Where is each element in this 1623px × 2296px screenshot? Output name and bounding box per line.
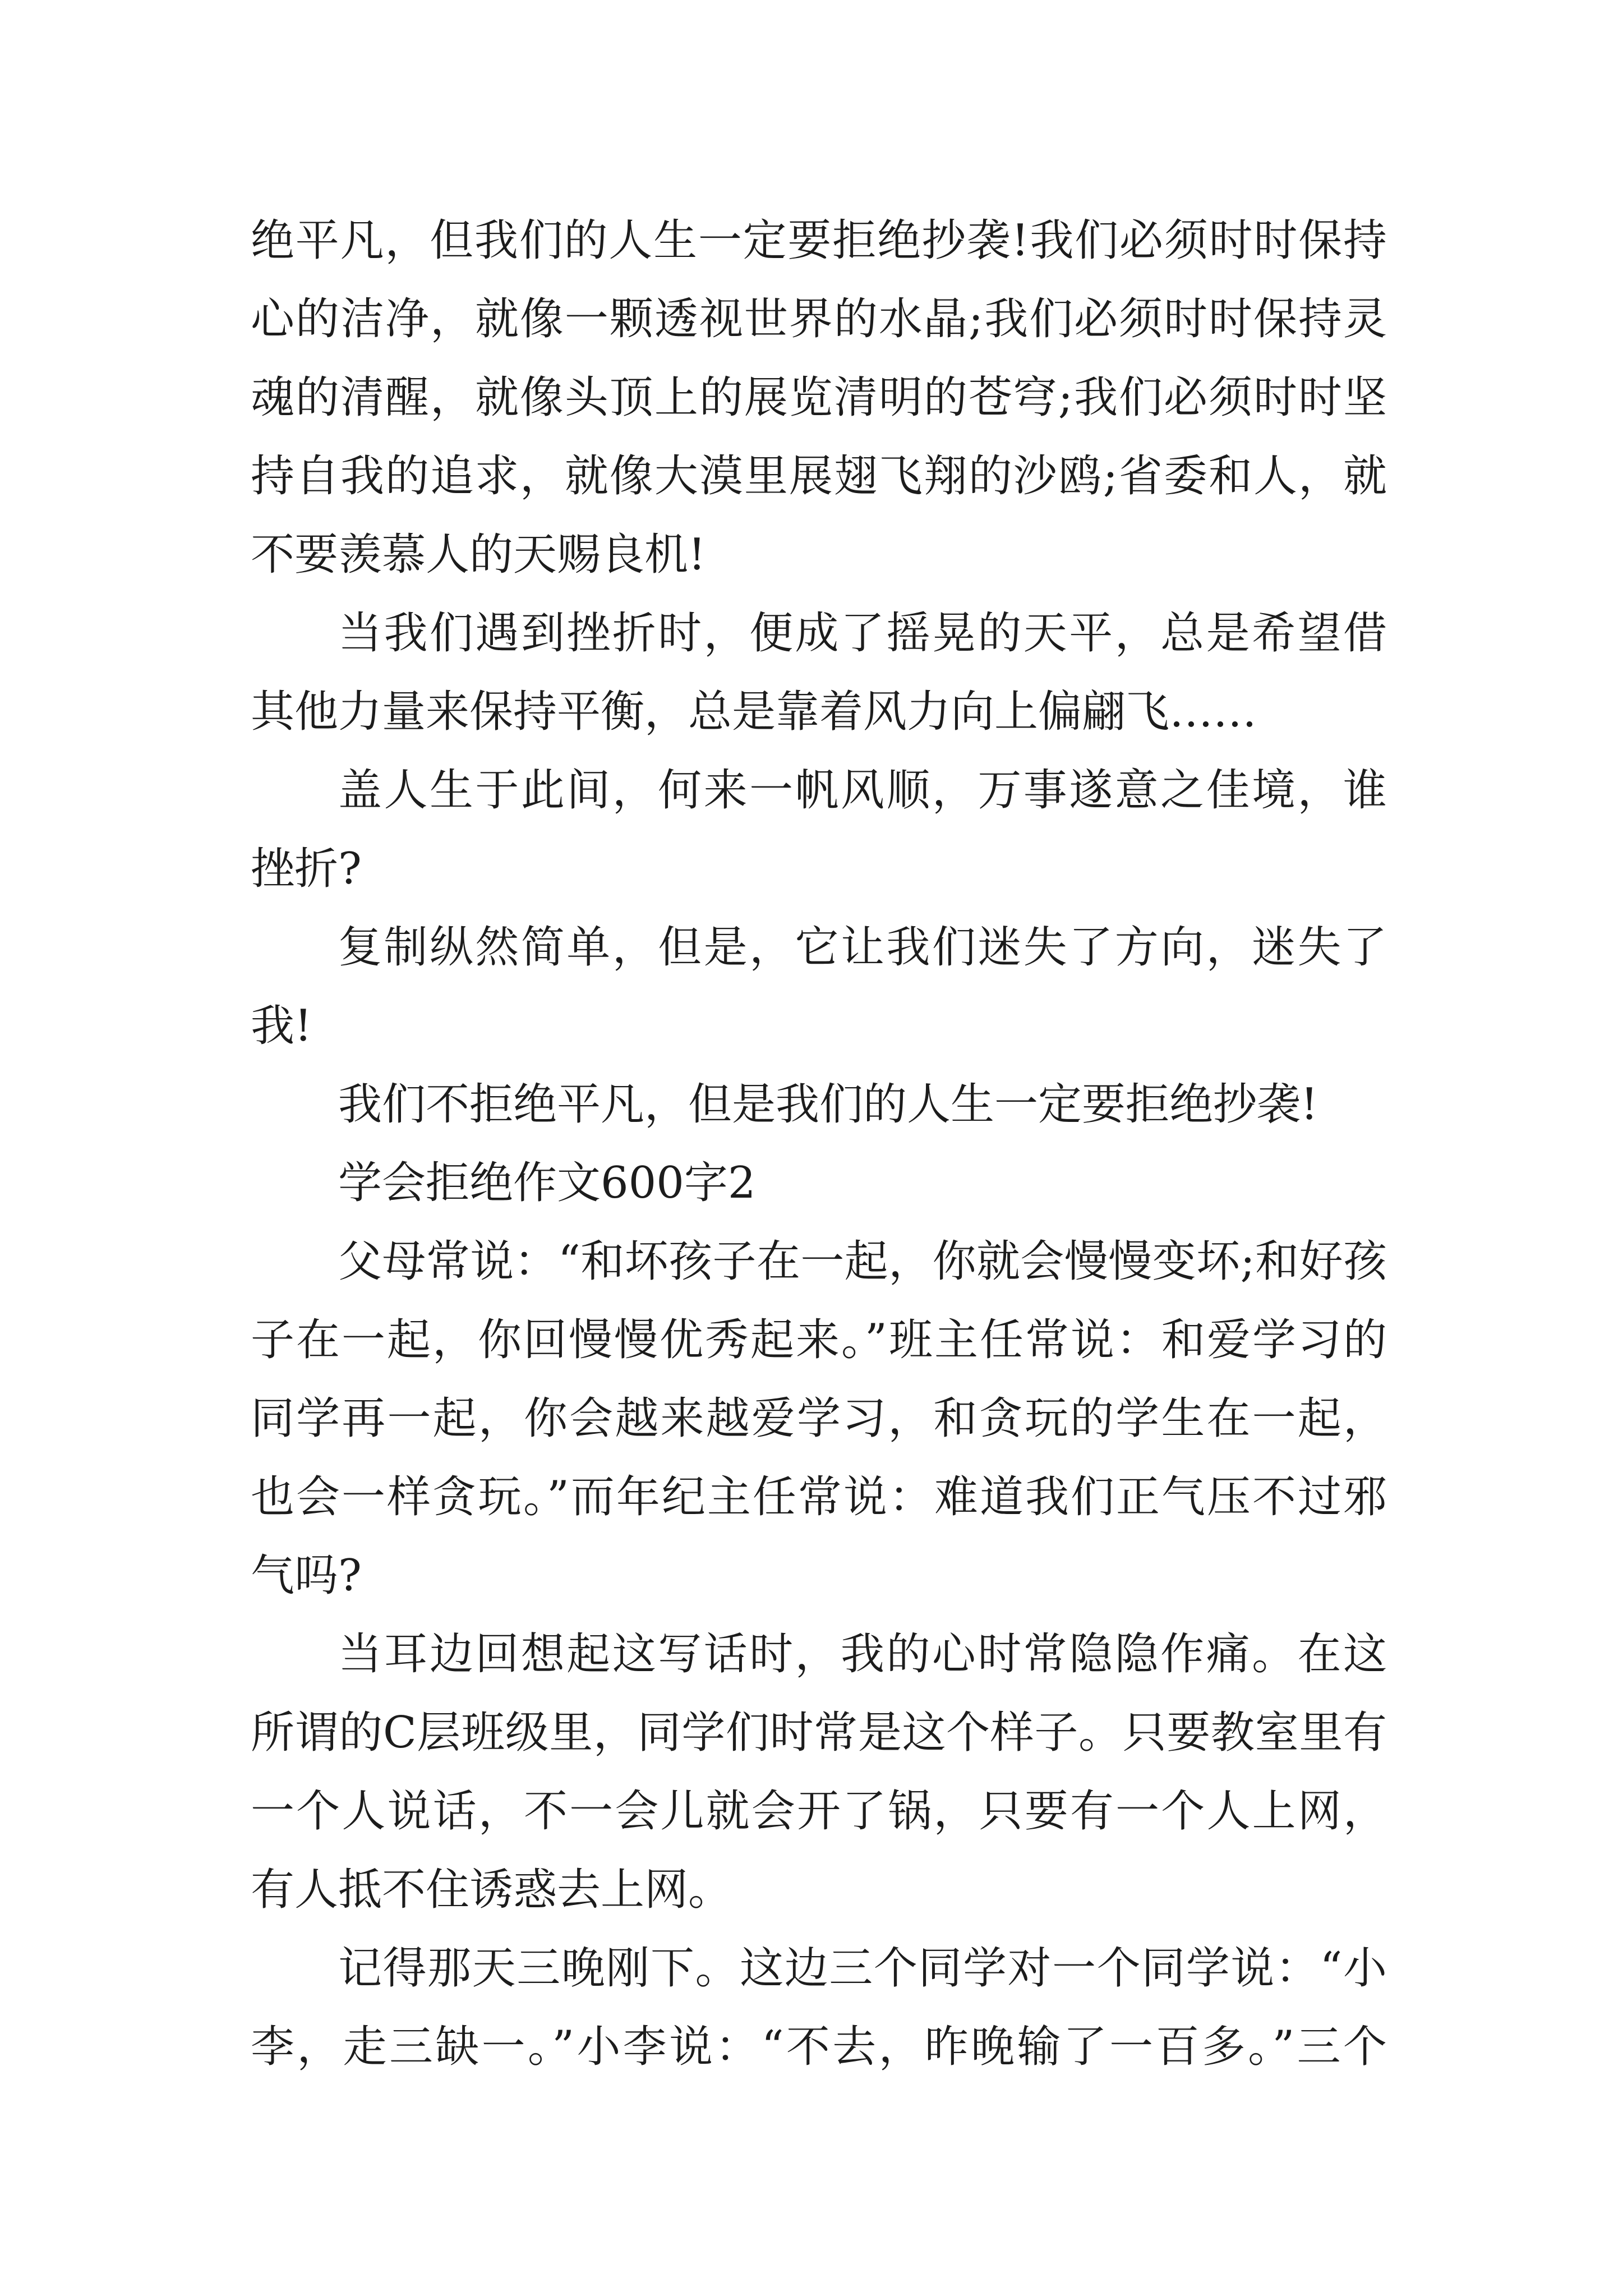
text-line: 父母常说：“和坏孩子在一起，你就会慢慢变坏;和好孩: [338, 1236, 1387, 1287]
paragraph: [251, 594, 1387, 751]
text-line: 其他力量来保持平衡，总是靠着风力向上偏翩飞……: [251, 687, 1257, 737]
text-line: 复制纵然简单，但是，它让我们迷失了方向，迷失了: [338, 922, 1387, 973]
text-line: 挫折?: [251, 844, 362, 894]
text-line: 气吗?: [251, 1550, 362, 1601]
body-text: [251, 201, 1387, 2086]
text-line: 当我们遇到挫折时，便成了摇晃的天平，总是希望借: [338, 608, 1387, 659]
paragraph: [251, 201, 1387, 594]
paragraph: [251, 1615, 1387, 1929]
text-line: 魂的清醒，就像头顶上的展览清明的苍穹;我们必须时时坚: [251, 372, 1387, 423]
paragraph: [251, 1222, 1387, 1615]
text-line: 同学再一起，你会越来越爱学习，和贪玩的学生在一起，: [251, 1393, 1387, 1444]
text-line: 我们不拒绝平凡，但是我们的人生一定要拒绝抄袭!: [338, 1079, 1318, 1130]
paragraph: [251, 751, 1387, 908]
heading-line: 学会拒绝作文600字2: [338, 1158, 756, 1208]
text-line: 子在一起，你回慢慢优秀起来。”班主任常说：和爱学习的: [251, 1315, 1387, 1365]
text-line: 所谓的C层班级里，同学们时常是这个样子。只要教室里有: [251, 1708, 1387, 1758]
paragraph: [251, 908, 1387, 1065]
text-line: 持自我的追求，就像大漠里展翅飞翔的沙鸥;省委和人，就: [251, 451, 1387, 501]
text-line: 也会一样贪玩。”而年纪主任常说：难道我们正气压不过邪: [251, 1472, 1387, 1522]
text-line: 盖人生于此间，何来一帆风顺，万事遂意之佳境，谁: [338, 765, 1387, 816]
text-line: 一个人说话，不一会儿就会开了锅，只要有一个人上网，: [251, 1786, 1387, 1837]
text-line: 我!: [251, 1001, 312, 1051]
text-line: 心的洁净，就像一颗透视世界的水晶;我们必须时时保持灵: [251, 294, 1387, 344]
paragraph: [251, 1929, 1387, 2086]
text-line: 不要羡慕人的天赐良机!: [251, 530, 706, 580]
text-line: 当耳边回想起这写话时，我的心时常隐隐作痛。在这: [338, 1629, 1387, 1680]
text-line: 记得那天三晚刚下。这边三个同学对一个同学说：“小: [338, 1943, 1387, 1994]
text-line: 有人抵不住诱惑去上网。: [251, 1865, 732, 1915]
text-line: 李，走三缺一。”小李说：“不去，昨晚输了一百多。”三个: [251, 2022, 1387, 2072]
paragraph: [251, 1065, 1387, 1144]
section-heading: [251, 1144, 1387, 1222]
text-line: 绝平凡，但我们的人生一定要拒绝抄袭!我们必须时时保持: [251, 215, 1387, 266]
